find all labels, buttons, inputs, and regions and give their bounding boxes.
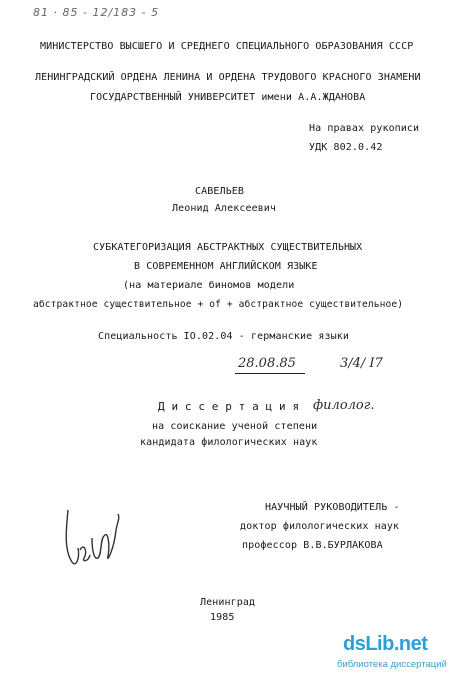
- handwritten-department: филолог.: [313, 398, 375, 413]
- supervisor-degree: доктор филологических наук: [240, 521, 400, 532]
- degree-line-1: на соискание ученой степени: [152, 421, 318, 432]
- university-line-1: ЛЕНИНГРАДСКИЙ ОРДЕНА ЛЕНИНА И ОРДЕНА ТРУДОВОГО КРАСНОГО ЗНАМЕНИ: [35, 72, 421, 83]
- watermark-logo: dsLib.net: [343, 633, 428, 655]
- title-line-1: СУБКАТЕГОРИЗАЦИЯ АБСТРАКТНЫХ СУЩЕСТВИТЕЛЬНЫХ: [93, 242, 363, 253]
- handwritten-date: 28.08.85: [238, 356, 296, 371]
- handwritten-reference: 3/4/ I7: [340, 356, 383, 371]
- author-surname: САВЕЛЬЕВ: [195, 186, 244, 197]
- rights-notice: На правах рукописи: [309, 123, 420, 134]
- title-line-4: абстрактное существительное + of + абстрактное существительное): [33, 299, 404, 310]
- author-name: Леонид Алексеевич: [172, 203, 277, 214]
- udk-code: УДК 802.0.42: [309, 142, 383, 153]
- supervisor-title: НАУЧНЫЙ РУКОВОДИТЕЛЬ -: [265, 502, 400, 513]
- university-line-2: ГОСУДАРСТВЕННЫЙ УНИВЕРСИТЕТ имени А.А.ЖДАНОВА: [90, 92, 366, 103]
- title-line-2: В СОВРЕМЕННОМ АНГЛИЙСКОМ ЯЗЫКЕ: [134, 261, 318, 272]
- year: 1985: [210, 612, 235, 623]
- supervisor-name: профессор В.В.БУРЛАКОВА: [242, 540, 383, 551]
- dissertation-label: Д и с с е р т а ц и я: [158, 400, 300, 413]
- signature: [58, 500, 128, 580]
- ministry-heading: МИНИСТЕРСТВО ВЫСШЕГО И СРЕДНЕГО СПЕЦИАЛЬНОГО ОБРАЗОВАНИЯ СССР: [40, 41, 414, 52]
- watermark-subtitle: библиотека диссертаций: [337, 659, 447, 670]
- degree-line-2: кандидата филологических наук: [140, 437, 318, 448]
- archive-mark: 81 · 85 - 12/183 - 5: [33, 6, 160, 19]
- city: Ленинград: [200, 597, 256, 608]
- date-underline: [235, 373, 305, 374]
- title-line-3: (на материале биномов модели: [123, 280, 295, 291]
- specialty: Специальность IO.02.04 - германские языки: [98, 331, 349, 342]
